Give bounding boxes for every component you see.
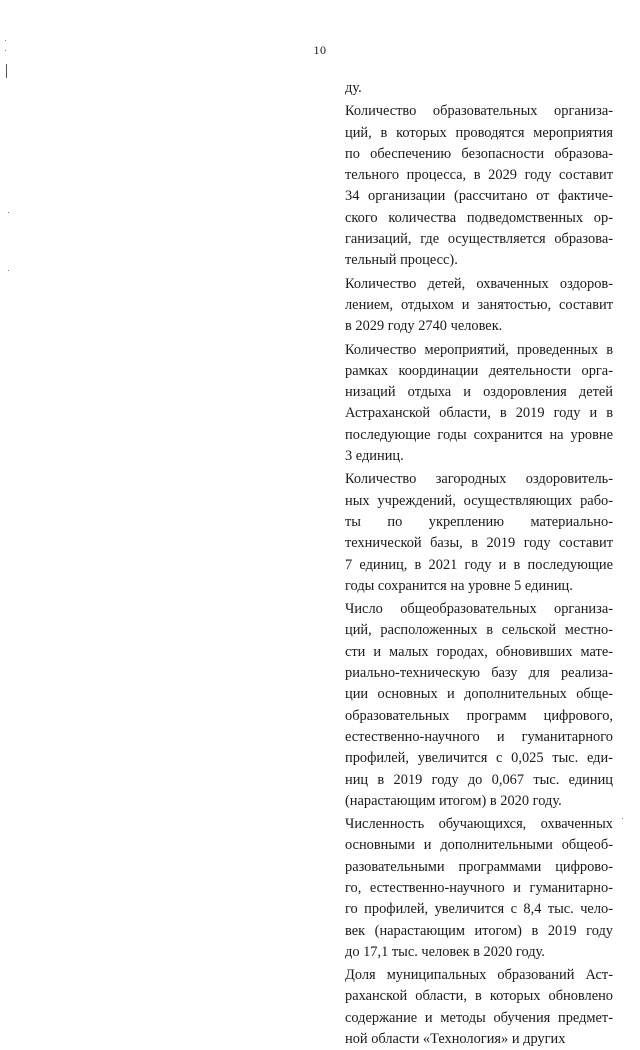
text-line: риально-техническую базу для реализа-: [345, 665, 613, 682]
text-line: ду.: [345, 80, 362, 96]
text-line: Количество образовательных организа-: [345, 103, 613, 120]
text-line: ты по укреплению материально-: [345, 513, 613, 530]
text-line: го профилей, увеличится с 8,4 тыс. чело-: [345, 901, 613, 918]
text-line: разовательными программами цифрово-: [345, 858, 613, 875]
text-line: низаций отдыха и оздоровления детей: [345, 384, 613, 401]
text-line: 7 единиц, в 2021 году и в последующие: [345, 556, 613, 573]
text-line: в 2029 году 2740 человек.: [345, 318, 503, 335]
text-line: Количество загородных оздоровитель-: [345, 471, 613, 488]
text-line: Численность обучающихся, охваченных: [345, 816, 613, 833]
text-line: ной области «Технология» и других: [345, 1031, 566, 1048]
text-line: Количество мероприятий, проведенных в: [345, 341, 613, 358]
text-line: Число общеобразовательных организа-: [345, 601, 613, 618]
text-line: ского количества подведомственных ор-: [345, 209, 613, 226]
margin-scan-dot: [5, 50, 6, 51]
text-line: основными и дополнительными общеоб-: [345, 837, 613, 854]
text-column: [345, 78, 613, 1050]
margin-scan-dot: [8, 270, 9, 271]
text-line: естественно-научного и гуманитарного: [345, 728, 613, 745]
text-line: профилей, увеличится с 0,025 тыс. еди-: [345, 750, 613, 767]
margin-scan-dot: [8, 212, 9, 213]
text-line: по обеспечению безопасности образова-: [345, 145, 613, 162]
paragraph: [345, 274, 613, 338]
paragraph: [345, 101, 613, 271]
text-line: технической базы, в 2019 году составит: [345, 535, 613, 552]
text-line: век (нарастающим итогом) в 2019 году: [345, 922, 613, 939]
text-line: ции основных и дополнительных обще-: [345, 686, 613, 703]
text-line: 3 единиц.: [345, 448, 404, 465]
paragraph: [345, 469, 613, 597]
text-line: ций, расположенных в сельской местно-: [345, 622, 613, 639]
text-line: до 17,1 тыс. человек в 2020 году.: [345, 943, 545, 960]
margin-scan-mark: [6, 64, 7, 78]
text-line: годы сохранится на уровне 5 единиц.: [345, 577, 573, 594]
text-line: ганизаций, где осуществляется образова-: [345, 231, 613, 248]
text-line: лением, отдыхом и занятостью, составит: [345, 296, 613, 313]
text-line: ных учреждений, осуществляющих рабо-: [345, 492, 613, 509]
text-line: тельного процесса, в 2029 году составит: [345, 167, 613, 184]
text-line: рамках координации деятельности орга-: [345, 362, 613, 379]
paragraph: [345, 340, 613, 468]
text-line: сти и малых городах, обновивших мате-: [345, 643, 613, 660]
text-line: Астраханской области, в 2019 году и в: [345, 405, 613, 422]
text-line: 34 организации (рассчитано от фактиче-: [345, 188, 613, 205]
text-line: (нарастающим итогом) в 2020 году.: [345, 792, 562, 809]
text-line: ций, в которых проводятся мероприятия: [345, 124, 613, 141]
text-line: ниц в 2019 году до 0,067 тыс. единиц: [345, 771, 613, 788]
paragraph: [345, 599, 613, 812]
text-line: раханской области, в которых обновлено: [345, 988, 613, 1005]
text-line: последующие годы сохранится на уровне: [345, 426, 613, 443]
paragraph: [345, 78, 613, 99]
text-line: содержание и методы обучения предмет-: [345, 1009, 613, 1026]
page-number: 10: [313, 43, 327, 57]
margin-scan-dot: [5, 40, 6, 41]
paragraph: [345, 965, 613, 1050]
text-line: образовательных программ цифрового,: [345, 707, 613, 724]
paragraph: [345, 814, 613, 963]
margin-scan-dot: [622, 818, 623, 819]
text-line: тельный процесс).: [345, 252, 458, 269]
text-line: го, естественно-научного и гуманитарно-: [345, 879, 613, 896]
text-line: Количество детей, охваченных оздоров-: [345, 275, 613, 292]
text-line: Доля муниципальных образований Аст-: [345, 967, 613, 984]
